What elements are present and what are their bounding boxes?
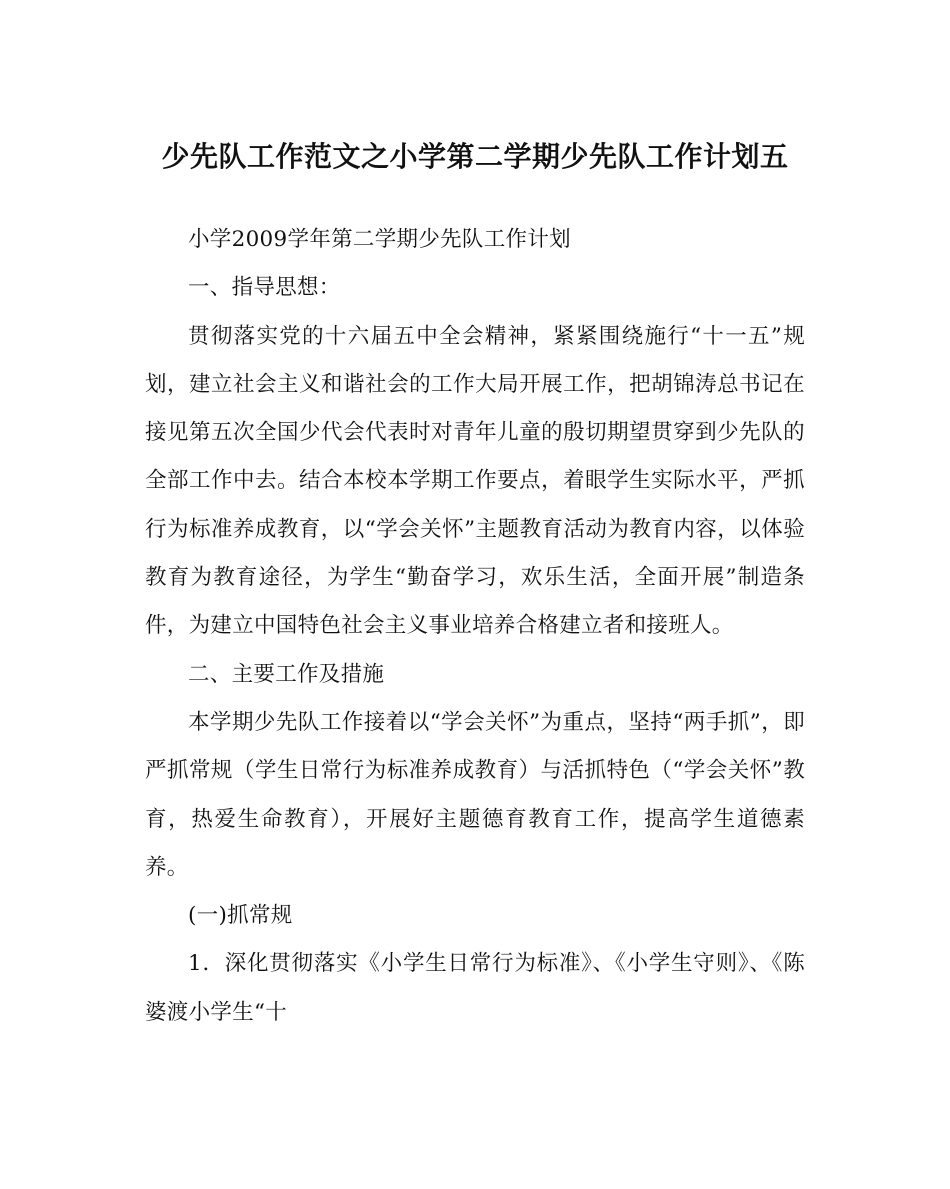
guiding-ideology-paragraph: 贯彻落实党的十六届五中全会精神，紧紧围绕施行“十一五”规划，建立社会主义和谐社会的工作大局开展工作，把胡锦涛总书记在接见第五次全国少代会代表时对青年儿童的殷切期望贯穿到少先队的全部工作中去。结合本校本学期工作要点，着眼学生实际水平，严抓行为标准养成教育，以“学会关怀”主题教育活动为教育内容，以体验教育为教育途径，为学生“勤奋学习，欢乐生活，全面开展”制造条件，为建立中国特色社会主义事业培养合格建立者和接班人。 [145,323,805,639]
document-body [145,216,805,1037]
subsection-heading-routine: (一)抓常规 [188,903,293,929]
section-heading-guiding-ideology: 一、指导思想： [188,275,341,301]
document-title: 少先队工作范文之小学第二学期少先队工作计划五 [161,140,789,173]
list-item-1: 1．深化贯彻落实《小学生日常行为标准》、《小学生守则》、《陈婆渡小学生“十 [145,951,805,1025]
subtitle-paragraph: 小学2009学年第二学期少先队工作计划 [188,227,571,252]
main-work-paragraph: 本学期少先队工作接着以“学会关怀”为重点，坚持“两手抓”，即严抓常规（学生日常行为标准养成教育）与活抓特色（“学会关怀”教育，热爱生命教育），开展好主题德育教育工作，提高学生道德素养。 [145,709,805,880]
section-heading-main-work: 二、主要工作及措施 [188,661,385,687]
